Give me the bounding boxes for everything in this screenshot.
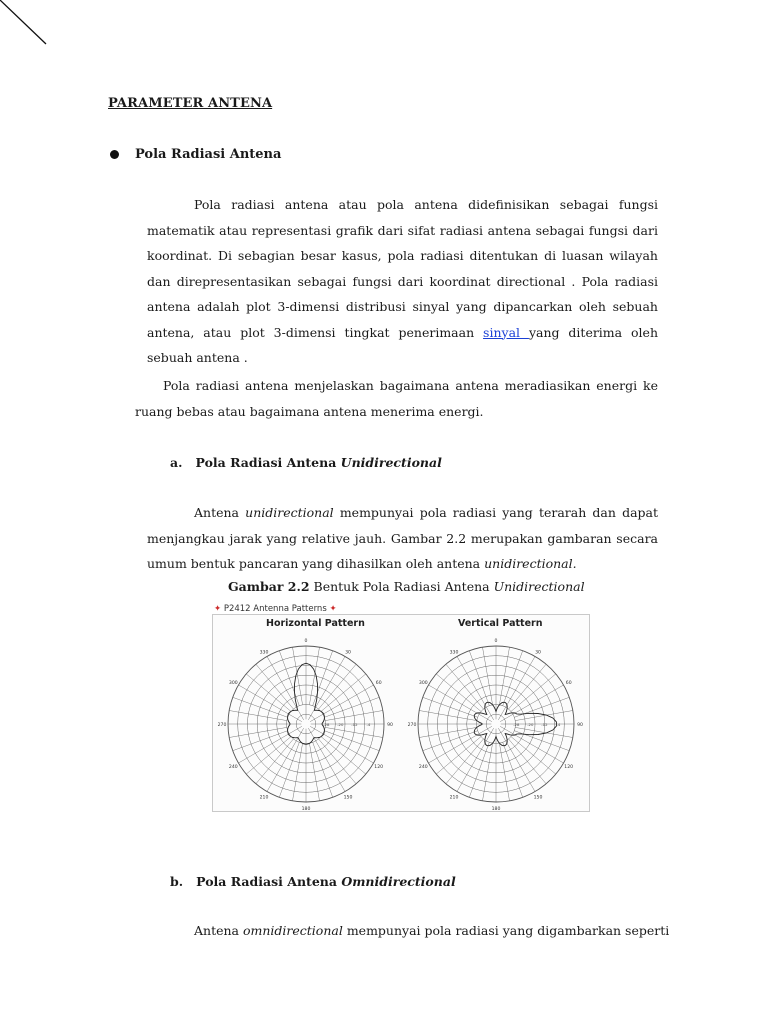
paragraph-explanation: Pola radiasi antena menjelaskan bagaimana antena meradiasikan energi ke ruang bebas atau bagaimana antena menerima energi. <box>135 378 658 419</box>
window-icon-left: ✦ <box>214 604 222 614</box>
horizontal-angle-label: 270 <box>217 723 227 728</box>
vertical-polar-chart <box>406 634 586 810</box>
horizontal-angle-label: 240 <box>228 765 238 770</box>
paragraph-unidirectional <box>147 500 658 577</box>
horizontal-angle-label: 150 <box>343 795 353 801</box>
subheading-a-text: Pola Radiasi Antena <box>195 455 341 470</box>
subheading-a-marker: a. <box>170 455 183 470</box>
vertical-spoke <box>423 731 478 751</box>
vertical-ring-label: -12 <box>541 722 548 727</box>
page-heading: PARAMETER ANTENA <box>108 96 273 111</box>
horizontal-spoke <box>324 731 379 751</box>
horizontal-spoke <box>313 742 333 797</box>
p3-italic-1: unidirectional <box>245 505 334 520</box>
figure-window-title-text: P2412 Antenna Patterns <box>223 604 327 614</box>
horizontal-angle-label: 210 <box>259 795 269 801</box>
horizontal-spoke <box>313 651 333 706</box>
vertical-angle-label: 60 <box>565 681 572 686</box>
horizontal-ring-label: -12 <box>351 722 358 727</box>
vertical-angle-label: 240 <box>418 765 428 770</box>
p4-text-1: Antena <box>194 923 243 938</box>
vertical-ring-label: -4 <box>556 722 561 727</box>
figure-caption <box>228 579 585 594</box>
bullet-section <box>110 147 281 162</box>
vertical-ring-label: -20 <box>527 722 534 727</box>
subheading-a-italic: Unidirectional <box>340 455 442 470</box>
vertical-angle-label: 30 <box>535 650 541 656</box>
vertical-spoke <box>503 742 523 797</box>
vertical-angle-label: 150 <box>533 795 543 801</box>
horizontal-angle-label: 180 <box>301 807 311 810</box>
horizontal-angle-label: 120 <box>374 765 384 770</box>
bullet-section-title: Pola Radiasi Antena <box>135 147 282 162</box>
bullet-dot-icon <box>110 150 119 159</box>
figure-window-title <box>214 604 337 614</box>
p4-italic: omnidirectional <box>242 923 343 938</box>
horizontal-spoke <box>324 697 379 717</box>
vertical-spoke <box>503 651 523 706</box>
paragraph-definition-tail: yang diterima oleh sebuah antena . <box>147 324 658 365</box>
horizontal-spoke <box>279 651 299 706</box>
horizontal-pattern-title: Horizontal Pattern <box>266 618 365 629</box>
vertical-angle-label: 210 <box>449 795 459 801</box>
horizontal-angle-label: 30 <box>345 650 351 656</box>
vertical-angle-label: 330 <box>449 650 459 656</box>
vertical-pattern-title: Vertical Pattern <box>458 618 543 629</box>
horizontal-spoke <box>279 742 299 797</box>
p3-text-1: Antena <box>194 505 246 520</box>
caption-text: Bentuk Pola Radiasi Antena <box>309 579 494 594</box>
p3-italic-2: unidirectional. <box>484 556 577 571</box>
horizontal-ring-label: -4 <box>366 722 371 727</box>
vertical-angle-label: 270 <box>407 723 417 728</box>
paragraph-omnidirectional <box>194 918 670 944</box>
caption-italic: Unidirectional <box>493 579 585 594</box>
vertical-angle-label: 180 <box>491 807 501 810</box>
horizontal-angle-label: 300 <box>228 681 238 686</box>
vertical-angle-label: 90 <box>577 723 583 728</box>
p4-text-2: mempunyai pola radiasi yang digambarkan seperti <box>342 923 670 938</box>
p3-text-2: mempunyai pola radiasi yang terarah dan dapat menjangkau jarak yang relative jauh. Gambar 2.2 merupakan gambaran secara umum bentuk pancaran yang dihasilkan oleh antena <box>147 505 658 571</box>
vertical-angle-label: 300 <box>418 681 428 686</box>
vertical-spoke <box>469 651 489 706</box>
horizontal-spoke <box>233 697 288 717</box>
horizontal-angle-label: 90 <box>387 723 393 728</box>
horizontal-spoke <box>233 731 288 751</box>
vertical-spoke <box>423 697 478 717</box>
horizontal-ring-label: -20 <box>337 722 344 727</box>
subheading-b-marker: b. <box>170 874 184 889</box>
vertical-ring-label: -28 <box>513 722 520 727</box>
subheading-b-text: Pola Radiasi Antena <box>196 874 342 889</box>
horizontal-angle-label: 0 <box>304 639 308 644</box>
subheading-a <box>170 455 442 470</box>
paragraph-definition <box>147 192 658 371</box>
vertical-angle-label: 0 <box>494 639 498 644</box>
link-sinyal[interactable]: sinyal <box>483 324 529 340</box>
horizontal-angle-label: 330 <box>259 650 269 656</box>
paragraph-definition-text: Pola radiasi antena atau pola antena didefinisikan sebagai fungsi matematik atau representasi grafik dari sifat radiasi antena sebagai fungsi dari koordinat. Di sebagian besar kasus, pola radiasi ditentukan di luasan wilayah dan direpresentasikan sebagai fungsi dari koordinat directional . Pola radiasi antena adalah plot 3-dimensi distribusi sinyal yang dipancarkan oleh sebuah antena, atau plot 3-dimensi tingkat penerimaan <box>147 197 658 340</box>
caption-label: Gambar 2.2 <box>228 579 310 594</box>
subheading-b <box>170 874 456 889</box>
vertical-angle-label: 120 <box>564 765 574 770</box>
subheading-b-italic: Omnidirectional <box>341 874 456 889</box>
vertical-spoke <box>469 742 489 797</box>
horizontal-ring-label: -28 <box>323 722 330 727</box>
window-icon-right: ✦ <box>329 604 337 614</box>
horizontal-angle-label: 60 <box>375 681 382 686</box>
horizontal-polar-chart <box>216 634 396 810</box>
antenna-pattern-figure <box>212 604 590 812</box>
corner-line-decoration <box>0 0 60 60</box>
